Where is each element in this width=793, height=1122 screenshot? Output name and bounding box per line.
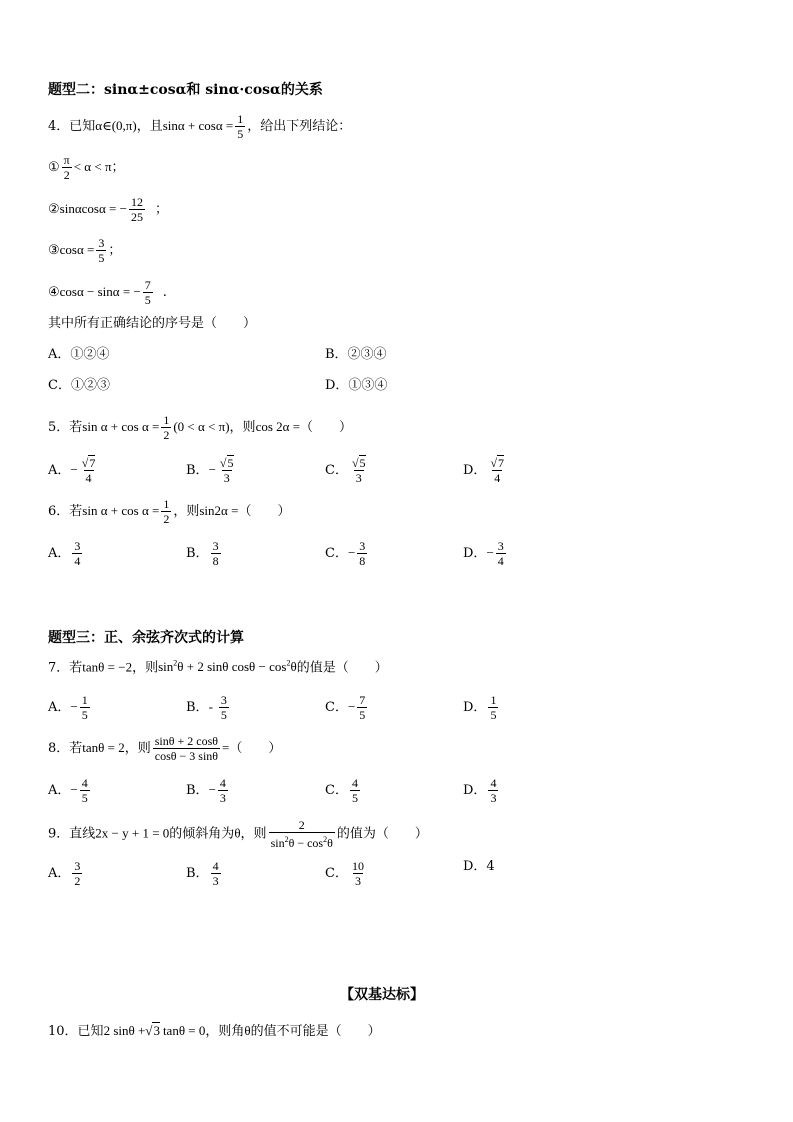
question-4-statement-1: ① $\frac{\pi}{2}$ < α < π； xyxy=(48,153,125,182)
fraction: $\frac{√5}{3}$ xyxy=(351,456,366,485)
option-d[interactable]: D．①③④ xyxy=(325,378,388,393)
fraction: $\frac{10}{3}$ xyxy=(351,859,364,888)
fraction: $\frac{7}{5}$ xyxy=(359,693,366,722)
question-number: 5． xyxy=(48,420,70,435)
question-5-stem: 5．若sin α + cos α = $\frac{1}{2}$ (0 < α < π)，则cos 2α =（ ） xyxy=(48,413,353,442)
option-d[interactable]: D． $\frac{√7}{4}$ xyxy=(463,456,505,485)
question-7-stem: 7．若tanθ = −2，则$\sin^2\theta + 2$ sinθ $\cos\theta - \cos^2\theta$的值是（ ） xyxy=(48,659,388,676)
option-d[interactable]: D． $\frac{1}{5}$ xyxy=(463,693,497,722)
option-b[interactable]: B． $\frac{3}{8}$ xyxy=(186,539,219,568)
fraction: $\frac{\pi}{2}$ xyxy=(63,153,70,182)
fraction: $\frac{\sin\theta + 2 \cos\theta}{\cos\theta - 3 \sin\theta}$ xyxy=(154,734,219,763)
fraction: $\frac{1}{5}$ xyxy=(237,112,244,141)
option-b[interactable]: B． $\frac{4}{3}$ xyxy=(186,859,219,888)
section-title-type2: 题型二：sinα±cosα和 sinα·cosα的关系 xyxy=(48,82,323,98)
fraction: $\frac{4}{3}$ xyxy=(219,776,226,805)
fraction: $\frac{1}{2}$ xyxy=(163,413,170,442)
section-title-type3: 题型三：正、余弦齐次式的计算 xyxy=(48,630,244,646)
fraction: $\frac{√5}{3}$ xyxy=(219,456,234,485)
fraction: $\frac{√7}{4}$ xyxy=(81,456,96,485)
question-4-statement-4: ④cosα − sinα = − $\frac{7}{5}$ . xyxy=(48,278,167,307)
question-number: 6． xyxy=(48,504,70,519)
option-d[interactable]: D． $\frac{4}{3}$ xyxy=(463,776,497,805)
question-number: 8． xyxy=(48,741,70,756)
fraction: $\frac{3}{8}$ xyxy=(359,539,366,568)
option-d[interactable]: D．− $\frac{3}{4}$ xyxy=(463,539,504,568)
fraction: $\frac{3}{4}$ xyxy=(497,539,504,568)
fraction: $\frac{4}{5}$ xyxy=(81,776,88,805)
option-b[interactable]: B．− $\frac{√5}{3}$ xyxy=(186,456,234,485)
option-c[interactable]: C． $\frac{4}{5}$ xyxy=(325,776,358,805)
question-4-statement-3: ③cosα = $\frac{3}{5}$ ； xyxy=(48,236,122,265)
option-a[interactable]: A．− $\frac{√7}{4}$ xyxy=(48,456,96,485)
option-a[interactable]: A．①②④ xyxy=(48,347,110,362)
question-8-stem: 8．若tanθ = 2，则 $\frac{\sin\theta + 2 \cos\theta}{\cos\theta - 3 \sin\theta}$ =（ ） xyxy=(48,734,282,763)
question-4-statement-2: ②sinαcosα = − $\frac{12}{25}$ ； xyxy=(48,195,168,224)
fraction: $\frac{1}{5}$ xyxy=(81,693,88,722)
fraction: $\frac{√7}{4}$ xyxy=(490,456,505,485)
fraction: $\frac{7}{5}$ xyxy=(144,278,151,307)
question-9-stem: 9．直线2x − y + 1 = 0的倾斜角为θ，则 $\frac{2}{\sin^2\theta - \cos^2\theta}$ 的值为（ ） xyxy=(48,818,428,850)
option-d[interactable]: D．4 xyxy=(463,859,495,874)
question-6-stem: 6．若sin α + cos α = $\frac{1}{2}$ ，则sin2α =（ ） xyxy=(48,497,291,526)
question-number: 7． xyxy=(48,660,70,676)
fraction: $\frac{4}{3}$ xyxy=(490,776,497,805)
option-c[interactable]: C．①②③ xyxy=(48,378,110,393)
fraction: $\frac{3}{8}$ xyxy=(212,539,219,568)
option-a[interactable]: A．− $\frac{4}{5}$ xyxy=(48,776,88,805)
fraction: $\frac{3}{2}$ xyxy=(74,859,81,888)
fraction: $\frac{2}{\sin^2\theta - \cos^2\theta}$ xyxy=(270,818,333,850)
option-c[interactable]: C．− $\frac{7}{5}$ xyxy=(325,693,366,722)
option-c[interactable]: C． $\frac{10}{3}$ xyxy=(325,859,364,888)
fraction: $\frac{4}{5}$ xyxy=(351,776,358,805)
question-number: 10． xyxy=(48,1024,78,1039)
question-number: 4． xyxy=(48,119,70,134)
question-number: 9． xyxy=(48,826,70,842)
fraction: $\frac{3}{4}$ xyxy=(74,539,81,568)
option-c[interactable]: C．− $\frac{3}{8}$ xyxy=(325,539,366,568)
option-a[interactable]: A． $\frac{3}{4}$ xyxy=(48,539,81,568)
fraction: $\frac{4}{3}$ xyxy=(212,859,219,888)
option-b[interactable]: B．− $\frac{4}{3}$ xyxy=(186,776,226,805)
math-condition: α∈(0,π) xyxy=(95,118,137,133)
option-b[interactable]: B．②③④ xyxy=(325,347,387,362)
option-a[interactable]: A． $\frac{3}{2}$ xyxy=(48,859,81,888)
question-4-stem: 4．已知α∈(0,π)，且sinα + cosα = $\frac{1}{5}$ ，给出下列结论： xyxy=(48,112,352,141)
question-4-prompt: 其中所有正确结论的序号是（ ） xyxy=(48,316,257,331)
fraction: $\frac{12}{25}$ xyxy=(130,195,143,224)
fraction: $\frac{1}{5}$ xyxy=(490,693,497,722)
fraction: $\frac{3}{5}$ xyxy=(98,236,105,265)
option-c[interactable]: C． $\frac{√5}{3}$ xyxy=(325,456,366,485)
section-title-basic-practice: 【双基达标】 xyxy=(340,987,424,1003)
fraction: $\frac{3}{5}$ xyxy=(220,693,227,722)
fraction: $\frac{1}{2}$ xyxy=(163,497,170,526)
question-10-stem: 10．已知2 sinθ +√3 tanθ = 0，则角θ的值不可能是（ ） xyxy=(48,1023,381,1039)
option-b[interactable]: B．- $\frac{3}{5}$ xyxy=(186,693,227,722)
option-a[interactable]: A．− $\frac{1}{5}$ xyxy=(48,693,88,722)
